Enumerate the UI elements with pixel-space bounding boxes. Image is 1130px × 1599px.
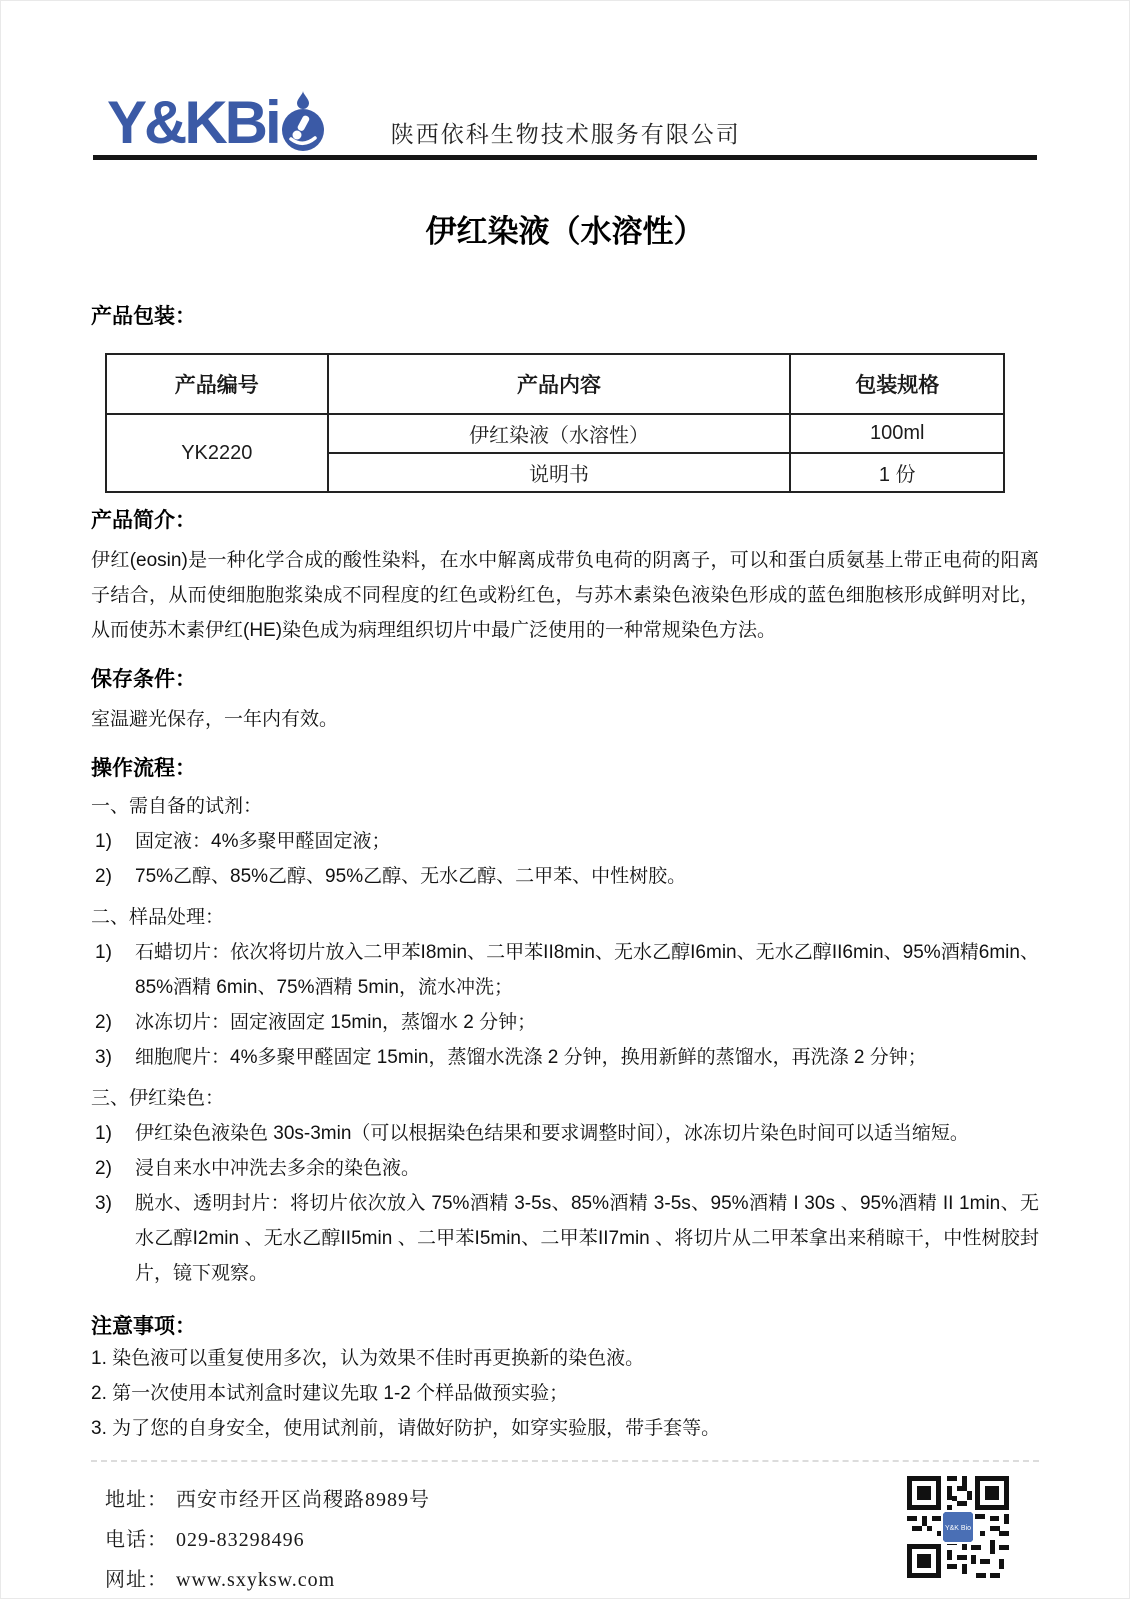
list-item	[91, 935, 1039, 1005]
logo-text: Y&KBi	[107, 89, 279, 156]
address-value: 西安市经开区尚稷路8989号	[176, 1489, 430, 1511]
page-title: 伊红染液（水溶性）	[425, 214, 705, 249]
company-logo	[107, 89, 325, 156]
section-heading-intro: 产品简介：	[91, 509, 196, 532]
qr-center-logo	[942, 1511, 974, 1543]
group-label: 三、伊红染色：	[91, 1088, 225, 1109]
note-item: 2. 第一次使用本试剂盒时建议先取 1-2 个样品做预实验；	[91, 1383, 569, 1404]
address-label: 地址：	[105, 1489, 168, 1511]
phone-label: 电话：	[105, 1529, 168, 1551]
package-spec-cell: 100ml	[790, 414, 1004, 453]
website-line	[91, 1560, 1039, 1599]
packaging-table	[105, 353, 1005, 493]
list-item	[91, 1186, 1039, 1291]
section-heading-procedure: 操作流程：	[91, 757, 196, 780]
list-item	[91, 1151, 1039, 1186]
item-number: 2)	[95, 1012, 112, 1033]
company-name: 陕西依科生物技术服务有限公司	[390, 122, 741, 147]
droplet-icon	[296, 91, 310, 109]
item-text: 浸自来水中冲洗去多余的染色液。	[135, 1158, 421, 1179]
item-number: 1)	[95, 942, 112, 963]
procedure-group-staining	[91, 1081, 1039, 1291]
website-value: www.sxyksw.com	[176, 1569, 336, 1591]
product-content-cell: 伊红染液（水溶性）	[328, 414, 791, 453]
item-number: 1)	[95, 831, 112, 852]
qr-code	[905, 1474, 1011, 1580]
item-number: 3)	[95, 1047, 112, 1068]
table-row	[106, 414, 1004, 453]
package-spec-cell: 1 份	[790, 453, 1004, 492]
col-header-product-code: 产品编号	[106, 354, 328, 414]
list-item	[91, 1116, 1039, 1151]
col-header-package-spec: 包装规格	[790, 354, 1004, 414]
item-text: 冰冻切片：固定液固定 15min，蒸馏水 2 分钟；	[135, 1012, 537, 1033]
qr-center-label: Y&K Bio	[944, 1525, 972, 1532]
item-number: 2)	[95, 866, 112, 887]
list-item	[91, 1040, 1039, 1075]
note-item: 1. 染色液可以重复使用多次，认为效果不佳时再更换新的染色液。	[91, 1348, 645, 1369]
item-number: 3)	[95, 1193, 112, 1214]
storage-text: 室温避光保存，一年内有效。	[91, 709, 339, 730]
product-content-cell: 说明书	[328, 453, 791, 492]
item-text: 石蜡切片：依次将切片放入二甲苯I8min、二甲苯II8min、无水乙醇I6min、无水乙醇II6min、95%酒精6min、85%酒精 6min、75%酒精 5min，流水冲洗；	[135, 942, 1039, 998]
item-text: 固定液：4%多聚甲醛固定液；	[135, 831, 391, 852]
microscope-icon	[281, 108, 325, 152]
item-text: 75%乙醇、85%乙醇、95%乙醇、无水乙醇、二甲苯、中性树胶。	[135, 866, 687, 887]
procedure-group-sample	[91, 900, 1039, 1075]
group-label: 一、需自备的试剂：	[91, 796, 263, 817]
item-number: 2)	[95, 1158, 112, 1179]
group-label: 二、样品处理：	[91, 907, 225, 928]
item-text: 细胞爬片：4%多聚甲醛固定 15min，蒸馏水洗涤 2 分钟，换用新鲜的蒸馏水，再洗涤 2 分钟；	[135, 1047, 927, 1068]
list-item	[91, 859, 1039, 894]
table-header-row	[106, 354, 1004, 414]
section-heading-storage: 保存条件：	[91, 668, 196, 691]
page-footer	[91, 1460, 1039, 1599]
item-number: 1)	[95, 1123, 112, 1144]
phone-value: 029-83298496	[176, 1529, 305, 1551]
website-label: 网址：	[105, 1569, 168, 1591]
product-code-cell: YK2220	[106, 414, 328, 492]
list-item	[91, 824, 1039, 859]
item-text: 脱水、透明封片：将切片依次放入 75%酒精 3-5s、85%酒精 3-5s、95%酒精 I 30s 、95%酒精 II 1min、无水乙醇I2min 、无水乙醇II5min 、二甲苯I5min、二甲苯II7min 、将切片从二甲苯拿出来稍晾干，中性树胶封片，镜下观察。	[135, 1193, 1039, 1284]
section-heading-packaging: 产品包装：	[91, 305, 196, 328]
note-item: 3. 为了您的自身安全，使用试剂前，请做好防护，如穿实验服，带手套等。	[91, 1418, 721, 1439]
procedure-group-reagents	[91, 789, 1039, 894]
item-text: 伊红染色液染色 30s-3min（可以根据染色结果和要求调整时间），冰冻切片染色时间可以适当缩短。	[135, 1123, 969, 1144]
phone-line	[91, 1520, 1039, 1560]
intro-paragraph: 伊红(eosin)是一种化学合成的酸性染料，在水中解离成带负电荷的阴离子，可以和蛋白质氨基上带正电荷的阳离子结合，从而使细胞胞浆染成不同程度的红色或粉红色，与苏木素染色液染色形成的蓝色细胞核形成鲜明对比，从而使苏木素伊红(HE)染色成为病理组织切片中最广泛使用的一种常规染色方法。	[91, 550, 1039, 641]
col-header-product-content: 产品内容	[328, 354, 791, 414]
section-heading-notes: 注意事项：	[91, 1315, 196, 1338]
address-line	[91, 1480, 1039, 1520]
page-header	[91, 87, 1039, 156]
list-item	[91, 1005, 1039, 1040]
